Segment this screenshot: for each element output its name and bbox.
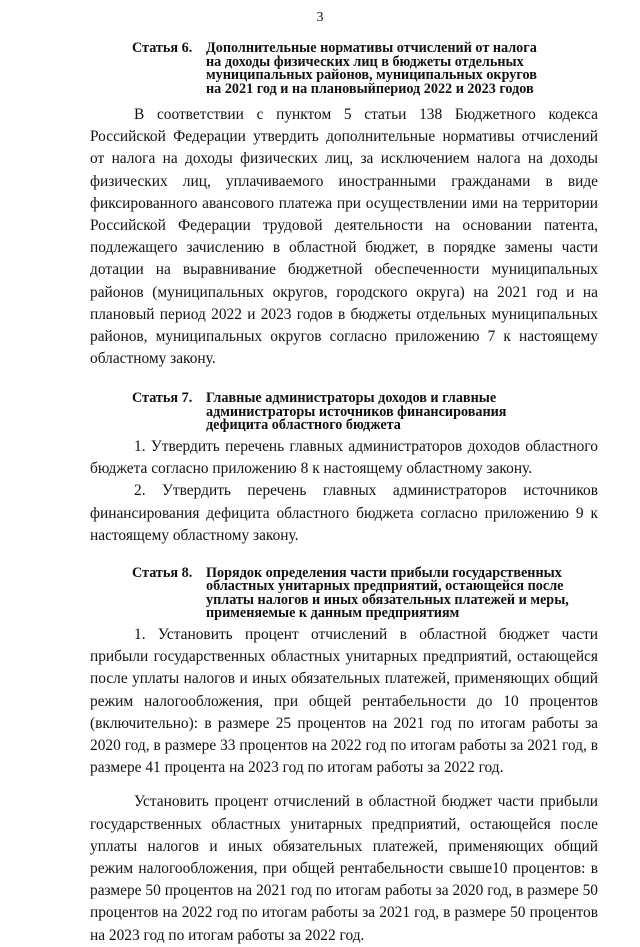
article-title-line: муниципальных районов, муниципальных округов — [206, 67, 537, 83]
article-title — [206, 564, 598, 622]
article-title-line: применяемые к данным предприятиям — [206, 605, 460, 622]
article-8 — [90, 564, 598, 947]
article-paragraph: Установить процент отчислений в областной бюджет части прибыли государственных областных унитарных предприятий, остающейся после уплаты налогов и иных обязательных платежей, применяющих общий режим налогообложения, при общей рентабельности свыше10 процентов: в размере 50 процентов на 2021 год по итогам работы за 2020 год, в размере 50 процентов на 2022 год по итогам работы за 2021 год, в размере 50 процентов на 2023 год по итогам работы за 2022 год. — [90, 793, 598, 944]
article-7 — [90, 392, 598, 547]
article-paragraph: В соответствии с пунктом 5 статьи 138 Бюджетного кодекса Российской Федерации утвердить дополнительные нормативы отчислений от налога на доходы физических лиц, за исключением налога на доходы физических лиц, уплачиваемого иностранными гражданами в виде фиксированного авансового платежа при осуществлении ими на территории Российской Федерации трудовой деятельности на основании патента, подлежащего зачислению в областной бюджет, в порядке замены части дотации на выравнивание бюджетной обеспеченности муниципальных районов (муниципальных округов, городского округа) на 2021 год и на плановый период 2022 и 2023 годов в бюджеты отдельных муниципальных районов, муниципальных округов согласно приложению 7 к настоящему областному закону. — [90, 106, 598, 368]
article-title-line: Главные администраторы доходов и главные — [206, 390, 497, 407]
article-heading — [90, 42, 598, 96]
document-body — [90, 42, 598, 947]
article-title-line: администраторы источников финансирования — [206, 403, 507, 420]
article-title — [206, 392, 598, 433]
article-title-line: областных унитарных предприятий, остающейся после — [206, 578, 564, 595]
article-number: Статья 8. — [132, 564, 193, 581]
article-title-line: уплаты налогов и иных обязательных платежей и меры, — [206, 591, 569, 608]
article-title-line: дефицита областного бюджета — [206, 417, 401, 434]
article-number: Статья 6. — [132, 40, 193, 56]
article-6 — [90, 42, 598, 370]
article-paragraph: 1. Утвердить перечень главных администраторов доходов областного бюджета согласно приложению 8 к настоящему областному закону. — [90, 437, 598, 478]
article-number: Статья 7. — [132, 390, 193, 407]
article-title-line: на доходы физических лиц в бюджеты отдельных — [206, 53, 524, 70]
article-title — [206, 42, 598, 96]
article-paragraph: 1. Установить процент отчислений в областной бюджет части прибыли государственных областных унитарных предприятий, остающейся после уплаты налогов и иных обязательных платежей, применяющих общий режим налогообложения, при общей рентабельности до 10 процентов (включительно): в размере 25 процентов на 2021 год по итогам работы за 2020 год, в размере 33 процентов на 2022 год по итогам работы за 2021 год, в размере 41 процента на 2023 год по итогам работы за 2022 год. — [90, 625, 598, 777]
article-title-line: на 2021 год и на плановыйпериод 2022 и 2023 годов — [206, 80, 534, 97]
article-heading — [90, 392, 598, 433]
article-paragraph: 2. Утвердить перечень главных администраторов источников финансирования дефицита областного бюджета согласно приложению 9 к настоящему областному закону. — [90, 482, 598, 544]
article-title-line: Порядок определения части прибыли государственных — [206, 564, 562, 581]
page-number: 3 — [316, 10, 324, 25]
article-heading — [90, 564, 598, 622]
article-title-line: Дополнительные нормативы отчислений от налога — [206, 40, 537, 56]
